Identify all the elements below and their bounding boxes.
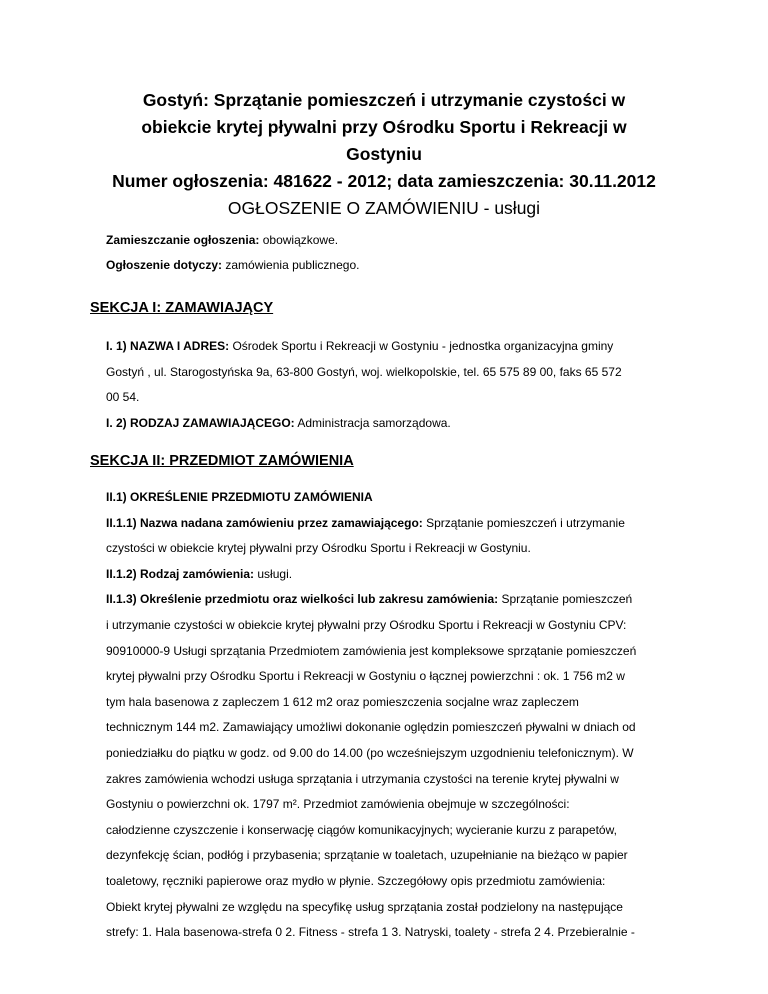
subject-heading xyxy=(106,485,666,511)
description-text: całodzienne czyszczenie i konserwację ciągów komunikacyjnych; wycieranie kurzu z parapetów, xyxy=(106,822,617,837)
concerns-label: Ogłoszenie dotyczy: xyxy=(106,258,223,272)
description-text: 90910000-9 Usługi sprzątania Przedmiotem zamówienia jest kompleksowe sprzątanie pomieszczeń xyxy=(106,643,637,658)
name-address-text-3: 00 54. xyxy=(106,390,140,405)
description-text: toaletowy, ręczniki papierowe oraz mydło w płynie. Szczegółowy opis przedmiotu zamówienia: xyxy=(106,873,606,888)
buyer-type-label: I. 2) RODZAJ ZAMAWIAJĄCEGO: xyxy=(106,415,295,430)
description-text: technicznym 144 m2. Zamawiający umożliwi dokonanie oględzin pomieszczeń pływalni w dniach od xyxy=(106,720,636,735)
description-label: II.1.3) Określenie przedmiotu oraz wielkości lub zakresu zamówienia: xyxy=(106,592,499,607)
order-kind-label: II.1.2) Rodzaj zamówienia: xyxy=(106,566,255,581)
announcement-number: Numer ogłoszenia: 481622 - 2012; data zamieszczenia: 30.11.2012 xyxy=(112,171,656,191)
posting-value: obowiązkowe. xyxy=(262,233,339,247)
section-2-heading: SEKCJA II: PRZEDMIOT ZAMÓWIENIA xyxy=(90,453,354,469)
section-2-body xyxy=(106,485,666,946)
concerns-value: zamówienia publicznego. xyxy=(225,258,360,272)
description-text: tym hala basenowa z zapleczem 1 612 m2 oraz pomieszczenia socjalne wraz zapleczem xyxy=(106,694,579,709)
concerns-info xyxy=(106,258,359,272)
name-address-text-1: Ośrodek Sportu i Rekreacji w Gostyniu - jednostka organizacyjna gminy xyxy=(232,339,614,353)
description-text: strefy: 1. Hala basenowa-strefa 0 2. Fitness - strefa 1 3. Natryski, toalety - strefa 2 4. Przebieralnie - xyxy=(106,925,635,940)
description-text: poniedziałku do piątku w godz. od 9.00 do 14.00 (po wcześniejszym uzgodnieniu telefonicznym). W xyxy=(106,745,634,760)
section-1-body xyxy=(106,334,666,436)
title-line-2: obiekcie krytej pływalni przy Ośrodku Sportu i Rekreacji w xyxy=(141,117,627,137)
order-name-text-2: czystości w obiekcie krytej pływalni przy Ośrodku Sportu i Rekreacji w Gostyniu. xyxy=(106,541,531,556)
name-address-label: I. 1) NAZWA I ADRES: xyxy=(106,339,230,353)
title-line-1: Gostyń: Sprzątanie pomieszczeń i utrzymanie czystości w xyxy=(142,90,626,110)
description-text: krytej pływalni przy Ośrodku Sportu i Rekreacji w Gostyniu o łącznej powierzchni : ok. 1 756 m2 w xyxy=(106,669,625,684)
description-text: Obiekt krytej pływalni ze względu na specyfikę usług sprzątania został podzielony na następujące xyxy=(106,899,623,914)
announcement-type: OGŁOSZENIE O ZAMÓWIENIU - usługi xyxy=(227,198,541,218)
description-text: dezynfekcję ścian, podłóg i przybasenia; sprzątanie w toaletach, uzupełnianie na bieżąco w papier xyxy=(106,848,628,863)
order-name-line xyxy=(106,511,666,537)
buyer-type-line xyxy=(106,411,666,437)
description-text-1: Sprzątanie pomieszczeń xyxy=(501,592,633,607)
order-name-label: II.1.1) Nazwa nadana zamówieniu przez zamawiającego: xyxy=(106,515,423,530)
description-text: zakres zamówienia wchodzi usługa sprzątania i utrzymania czystości na terenie krytej pływalni w xyxy=(106,771,619,786)
description-text: Gostyniu o powierzchni ok. 1797 m². Przedmiot zamówienia obejmuje w szczególności: xyxy=(106,797,570,812)
description-text: i utrzymanie czystości w obiekcie krytej pływalni przy Ośrodku Sportu i Rekreacji w Gostyniu CPV: xyxy=(106,617,627,632)
title-line-3: Gostyniu xyxy=(346,144,422,164)
order-kind-line xyxy=(106,562,666,588)
name-address-text-2: Gostyń , ul. Starogostyńska 9a, 63-800 Gostyń, woj. wielkopolskie, tel. 65 575 89 00, faks 65 572 xyxy=(106,364,622,379)
order-name-text-1: Sprzątanie pomieszczeń i utrzymanie xyxy=(426,515,625,530)
document-title xyxy=(0,87,768,222)
description-line xyxy=(106,587,666,613)
posting-info xyxy=(106,233,338,247)
order-kind-value: usługi. xyxy=(257,566,293,581)
section-1-heading: SEKCJA I: ZAMAWIAJĄCY xyxy=(90,300,274,316)
posting-label: Zamieszczanie ogłoszenia: xyxy=(106,233,260,247)
subject-heading-text: II.1) OKREŚLENIE PRZEDMIOTU ZAMÓWIENIA xyxy=(106,490,373,504)
name-address-line xyxy=(106,334,666,360)
buyer-type-value: Administracja samorządowa. xyxy=(297,415,451,430)
